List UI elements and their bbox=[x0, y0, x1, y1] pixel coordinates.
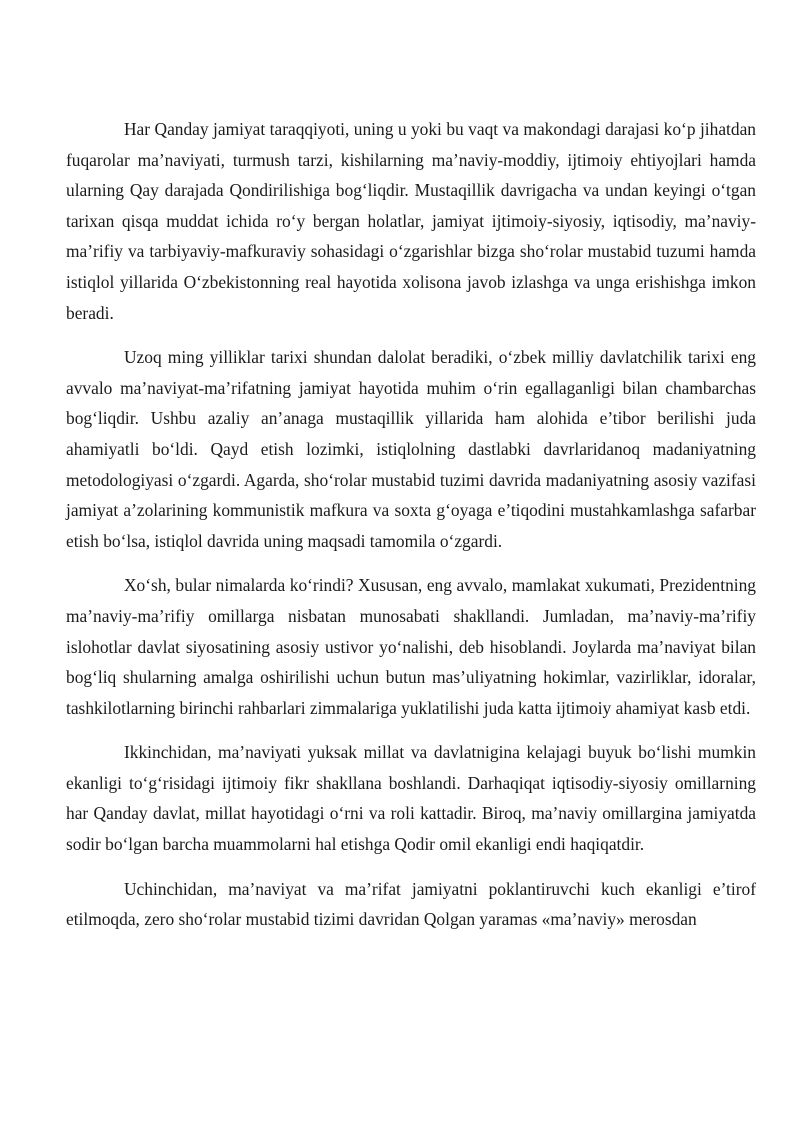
paragraph-5: Uchinchidan, ma’naviyat va ma’rifat jamiyatni poklantiruvchi kuch ekanligi e’tirof etilmoqda, zero sho‘rolar mustabid tizimi davridan Qolgan yaramas «ma’naviy» merosdan bbox=[66, 878, 756, 930]
document-body bbox=[66, 114, 756, 949]
paragraph-3: Xo‘sh, bular nimalarda ko‘rindi? Xususan, eng avvalo, mamlakat xukumati, Prezidentning ma’naviy-ma’rifiy omillarga nisbatan munosabati shakllandi. Jumladan, ma’naviy-ma’rifiy islohotlar davlat siyosatining asosiy ustivor yo‘nalishi, deb hisoblandi. Joylarda ma’naviyat bilan bog‘liq shularning amalga oshirilishi uchun butun mas’uliyatning hokimlar, vazirliklar, idoralar, tashkilotlarning birinchi rahbarlari zimmalariga yuklatilishi juda katta ijtimoiy ahamiyat kasb etdi. bbox=[66, 575, 756, 718]
paragraph-2: Uzoq ming yilliklar tarixi shundan dalolat beradiki, o‘zbek milliy davlatchilik tarixi eng avvalo ma’naviyat-ma’rifatning jamiyat hayotida muhim o‘rin egallaganligi bilan chambarchas bog‘liqdir. Ushbu azaliy an’anaga mustaqillik yillarida ham alohida e’tibor berilishi juda ahamiyatli bo‘ldi. Qayd etish lozimki, istiqlolning dastlabki davrlaridanoq madaniyatning metodologiyasi o‘zgardi. Agarda, sho‘rolar mustabid tuzimi davrida madaniyatning asosiy vazifasi jamiyat a’zolarining kommunistik mafkura va soxta g‘oyaga e’tiqodini mustahkamlashga safarbar etish bo‘lsa, istiqlol davrida uning maqsadi tamomila o‘zgardi. bbox=[66, 347, 756, 551]
paragraph-1: Har Qanday jamiyat taraqqiyoti, uning u yoki bu vaqt va makondagi darajasi ko‘p jihatdan fuqarolar ma’naviyati, turmush tarzi, kishilarning ma’naviy-moddiy, ijtimoiy ehtiyojlari hamda ularning Qay darajada Qondirilishiga bog‘liqdir. Mustaqillik davrigacha va undan keyingi o‘tgan tarixan qisqa muddat ichida ro‘y bergan holatlar, jamiyat ijtimoiy-siyosiy, iqtisodiy, ma’naviy-ma’rifiy va tarbiyaviy-mafkuraviy sohasidagi o‘zgarishlar bizga sho‘rolar mustabid tuzumi hamda istiqlol yillarida O‘zbekistonning real hayotida xolisona javob izlashga va unga erishishga imkon beradi. bbox=[66, 119, 756, 323]
paragraph-4: Ikkinchidan, ma’naviyati yuksak millat va davlatnigina kelajagi buyuk bo‘lishi mumkin ekanligi to‘g‘risidagi ijtimoiy fikr shakllana boshlandi. Darhaqiqat iqtisodiy-siyosiy omillarning har Qanday davlat, millat hayotidagi o‘rni va roli kattadir. Biroq, ma’naviy omillargina jamiyatda sodir bo‘lgan barcha muammolarni hal etishga Qodir omil ekanligi endi haqiqatdir. bbox=[66, 742, 756, 855]
